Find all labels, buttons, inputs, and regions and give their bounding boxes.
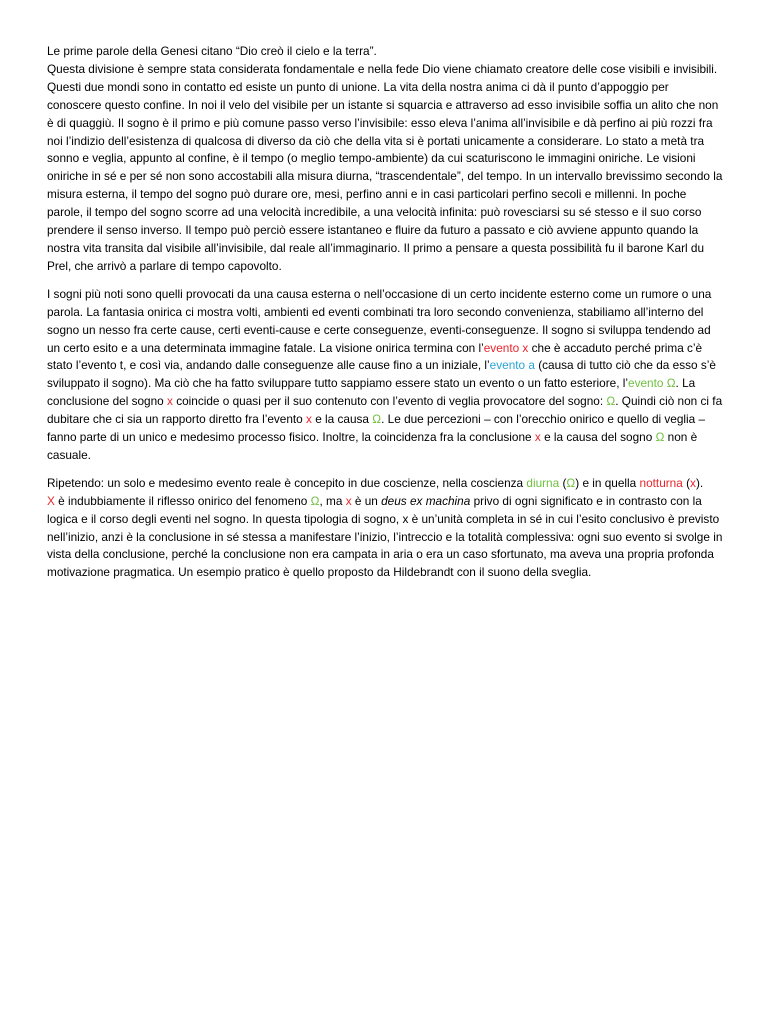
highlighted-text-run: x: [167, 394, 173, 409]
highlighted-text-run: x: [306, 412, 312, 427]
highlighted-text-run: Ω: [372, 412, 382, 427]
text-run: e la causa: [311, 412, 373, 427]
text-run: coincide o quasi per il suo contenuto con l’evento di veglia provocatore del sogno:: [172, 394, 607, 409]
paragraph: [47, 475, 726, 582]
highlighted-text-run: Ω: [606, 394, 616, 409]
highlighted-text-run: evento x: [483, 340, 529, 355]
text-run: . Le due percezioni – con l’orecchio onirico e quello di veglia – fanno parte di un unico e medesimo processo fisico. Inoltre, la coincidenza fra la conclusione: [47, 412, 709, 445]
highlighted-text-run: x: [690, 475, 696, 490]
text-run: . Quindi ciò non ci fa dubitare che ci sia un rapporto diretto fra l’evento: [47, 394, 726, 427]
text-run: I sogni più noti sono quelli provocati da una causa esterna o nell’occasione di un certo incidente esterno come un rumore o una parola. La fantasia onirica ci mostra volti, ambienti ed eventi combinati tra loro secondo convenienza, stabiliamo all’interno del sogno un nesso fra certe cause, certi eventi-cause e certe conseguenze, eventi-conseguenze. Il sogno si sviluppa tendendo ad un certo esito e a una determinata immagine fatale. La visione onirica termina con l’: [47, 286, 715, 355]
highlighted-text-run: evento a: [489, 358, 535, 373]
text-run: (: [682, 475, 691, 490]
text-run: , ma: [319, 493, 346, 508]
text-run: e la causa del sogno: [540, 430, 656, 445]
highlighted-text-run: x: [534, 430, 541, 445]
text-run: che è accaduto perché prima c’è stato l’evento t, e così via, andando dalle conseguenze alle cause fino a un iniziale, l’: [47, 340, 706, 373]
text-run: Ripetendo: un solo e medesimo evento reale è concepito in due coscienze, nella coscienza: [47, 475, 527, 490]
text-run: ) e in quella: [575, 475, 640, 490]
text-run: . La conclusione del sogno: [47, 376, 699, 409]
text-run: (causa di tutto ciò che da esso s’è sviluppato il sogno). Ma ciò che ha fatto sviluppare tutto sappiamo essere stato un evento o un fatto esteriore, l’: [47, 358, 720, 391]
text-run: privo di ogni significato e in contrasto con la logica e il corso degli eventi nel sogno. In questa tipologia di sogno, x è un’unità completa in sé in cui l’esito conclusivo è previsto nell’inizio, anzi è la conclusione in sé stessa a manifestare l’inizio, l’intreccio e la totalità complessiva: ogni suo evento si svolge in vista della conclusione, perché la conclusione non era campata in aria o era un caso sfortunato, ma aveva una propria profonda motivazione pragmatica. Un esempio pratico è quello proposto da Hildebrandt con il suono della sveglia.: [47, 493, 726, 580]
highlighted-text-run: notturna: [639, 475, 683, 490]
italic-text-run: deus ex machina: [381, 493, 471, 508]
text-run: non è casuale.: [47, 430, 701, 462]
highlighted-text-run: Ω: [655, 430, 665, 445]
paragraph: [47, 286, 726, 465]
text-run: ).: [695, 475, 704, 490]
document-page: [47, 43, 726, 592]
highlighted-text-run: X: [47, 493, 55, 508]
highlighted-text-run: x: [345, 493, 352, 508]
text-run: (: [559, 475, 567, 490]
text-run: è un: [351, 493, 382, 508]
document-body: [47, 43, 726, 582]
text-run: è indubbiamente il riflesso onirico del fenomeno: [54, 493, 311, 508]
highlighted-text-run: evento Ω: [628, 376, 676, 391]
paragraph: [47, 43, 723, 276]
text-run: Le prime parole della Genesi citano “Dio creò il cielo e la terra”. Questa divisione è sempre stata considerata fondamentale e nella fede Dio viene chiamato creatore delle cose visibili e invisibili. Questi due mondi sono in contatto ed esiste un punto di unione. La vita della nostra anima ci dà il punto d’appoggio per conoscere questo confine. In noi il velo del visibile per un istante si squarcia e attraverso ad esso invisibile soffia un alito che non è di quaggiù. Il sogno è il primo e più comune passo verso l’invisibile: esso eleva l’anima all’invisibile e dà perfino ai più rozzi fra noi l’indizio dell’esistenza di qualcosa di diverso da ciò che della vita si è portati unicamente a considerare. Lo stato a metà tra sonno e veglia, appunto al confine, è il tempo (o meglio tempo-ambiente) da cui scaturiscono le immagini oniriche. Le visioni oniriche in sé e per sé non sono accostabili alla misura diurna, “trascendentale”, del tempo. In un intervallo brevissimo secondo la misura esterna, il tempo del sogno può durare ore, mesi, perfino anni e in casi particolari perfino secoli e millenni. In poche parole, il tempo del sogno scorre ad una velocità incredibile, a una velocità infinita: può rovesciarsi su sé stesso e il suo corso prendere il senso inverso. Il tempo può perciò essere istantaneo e fluire da futuro a passato e ciò avviene appunto quando la nostra vita transita dal visibile all’invisibile, dal reale all’immaginario. Il primo a pensare a questa possibilità fu il barone Karl du Prel, che arrivò a parlare di tempo capovolto.: [47, 44, 723, 273]
highlighted-text-run: Ω: [566, 475, 576, 490]
highlighted-text-run: Ω: [310, 493, 320, 508]
highlighted-text-run: diurna: [526, 475, 560, 490]
